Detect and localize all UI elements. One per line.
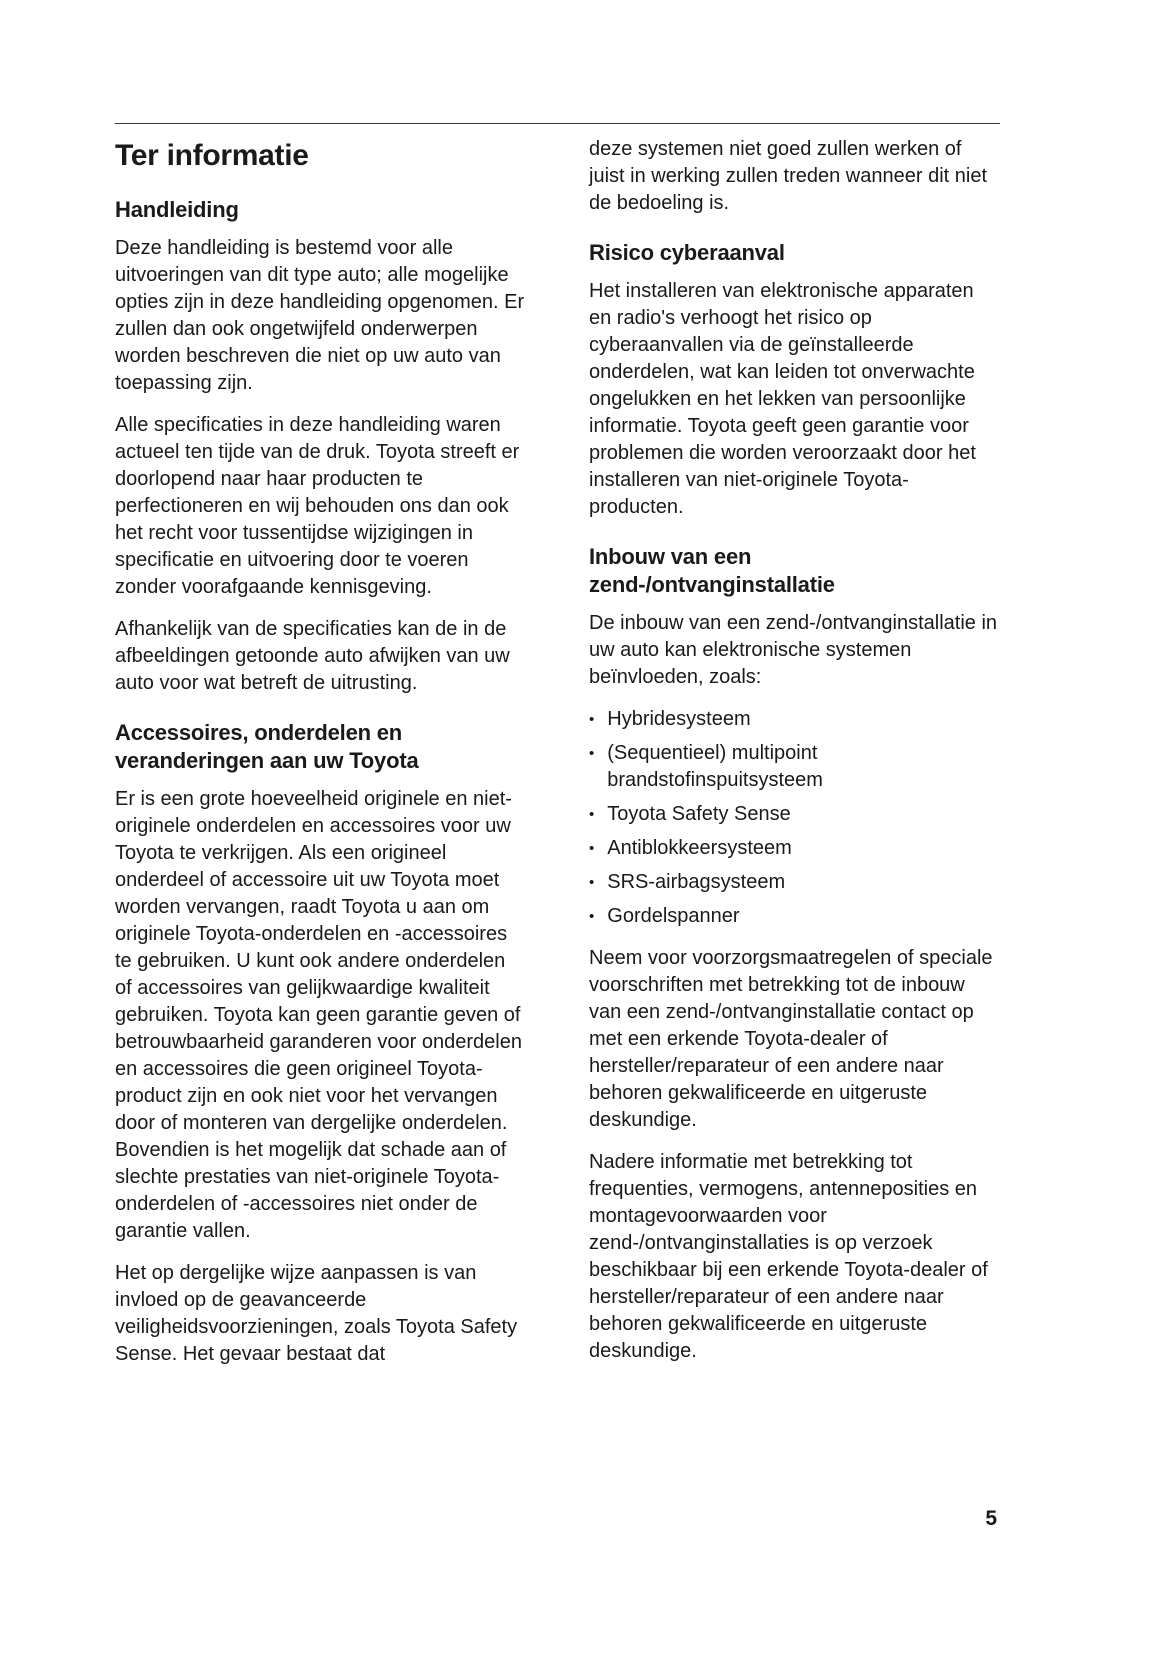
section-heading-handleiding: Handleiding bbox=[115, 197, 239, 222]
bullet-icon: • bbox=[589, 744, 595, 762]
bullet-icon: • bbox=[589, 907, 595, 925]
paragraph: De inbouw van een zend-/ontvanginstallatie in uw auto kan elektronische systemen beïnvloeden, zoals: bbox=[589, 611, 998, 688]
list-item-label: Gordelspanner bbox=[607, 904, 740, 927]
left-column bbox=[115, 124, 527, 1383]
paragraph: Alle specificaties in deze handleiding waren actueel ten tijde van de druk. Toyota streeft er doorlopend naar haar producten te perfectioneren en wij behouden ons dan ook het recht voor tussentijdse wijzigingen in specificatie en uitvoering door te voeren zonder voorafgaande kennisgeving. bbox=[115, 413, 520, 598]
list-item-label: SRS-airbagsysteem bbox=[607, 870, 786, 893]
paragraph: Er is een grote hoeveelheid originele en niet-originele onderdelen en accessoires voor uw Toyota te verkrijgen. Als een origineel onderdeel of accessoire uit uw Toyota moet worden vervangen, raadt Toyota u aan om originele Toyota-onderdelen en -accessoires te gebruiken. U kunt ook andere onderdelen of accessoires van gelijkwaardige kwaliteit gebruiken. Toyota kan geen garantie geven of betrouwbaarheid garanderen voor onderdelen en accessoires die geen origineel Toyota-product zijn en ook niet voor het vervangen door of monteren van dergelijke onderdelen. Bovendien is het mogelijk dat schade aan of slechte prestaties van niet-originele Toyota-onderdelen of -accessoires niet onder de garantie vallen. bbox=[115, 787, 522, 1242]
section-heading-inbouw-zend-ontvanginstallatie: Inbouw van een zend-/ontvanginstallatie bbox=[589, 543, 835, 597]
list-item bbox=[589, 903, 1000, 930]
section-heading-risico-cyberaanval: Risico cyberaanval bbox=[589, 240, 785, 265]
paragraph: Neem voor voorzorgsmaatregelen of speciale voorschriften met betrekking tot de inbouw van een zend-/ontvanginstallatie contact op met een erkende Toyota-dealer of hersteller/reparateur of een andere naar behoren gekwalificeerde en uitgeruste deskundige. bbox=[589, 946, 993, 1131]
page-title: Ter informatie bbox=[115, 139, 309, 172]
list-item bbox=[589, 869, 1000, 896]
bullet-icon: • bbox=[589, 710, 595, 728]
bullet-icon: • bbox=[589, 873, 595, 891]
bullet-icon: • bbox=[589, 805, 595, 823]
section-heading-accessoires: Accessoires, onderdelen en veranderingen aan uw Toyota bbox=[115, 719, 419, 773]
list-item-label: Toyota Safety Sense bbox=[607, 802, 791, 825]
list-item bbox=[589, 740, 1000, 794]
paragraph: Afhankelijk van de specificaties kan de in de afbeeldingen getoonde auto afwijken van uw auto voor wat betreft de uitrusting. bbox=[115, 617, 510, 694]
page-number: 5 bbox=[985, 1507, 997, 1530]
content-columns bbox=[115, 124, 1000, 1383]
right-column bbox=[589, 124, 1000, 1383]
paragraph: Deze handleiding is bestemd voor alle uitvoeringen van dit type auto; alle mogelijke opties zijn in deze handleiding opgenomen. Er zullen dan ook ongetwijfeld onderwerpen worden beschreven die niet op uw auto van toepassing zijn. bbox=[115, 236, 525, 394]
system-bullet-list bbox=[589, 706, 1000, 930]
list-item-label: (Sequentieel) multipoint brandstofinspuitsysteem bbox=[607, 741, 823, 791]
bullet-icon: • bbox=[589, 839, 595, 857]
list-item-label: Hybridesysteem bbox=[607, 707, 751, 730]
list-item bbox=[589, 835, 1000, 862]
paragraph: Het op dergelijke wijze aanpassen is van invloed op de geavanceerde veiligheidsvoorzieningen, zoals Toyota Safety Sense. Het gevaar bestaat dat bbox=[115, 1261, 518, 1365]
paragraph: deze systemen niet goed zullen werken of juist in werking zullen treden wanneer dit niet de bedoeling is. bbox=[589, 138, 987, 214]
paragraph: Nadere informatie met betrekking tot frequenties, vermogens, antenneposities en montagevoorwaarden voor zend-/ontvanginstallaties is op verzoek beschikbaar bij een erkende Toyota-dealer of hersteller/reparateur of een andere naar behoren gekwalificeerde en uitgeruste deskundige. bbox=[589, 1150, 988, 1362]
list-item bbox=[589, 801, 1000, 828]
list-item-label: Antiblokkeersysteem bbox=[607, 836, 792, 859]
list-item bbox=[589, 706, 1000, 733]
paragraph: Het installeren van elektronische apparaten en radio's verhoogt het risico op cyberaanvallen via de geïnstalleerde onderdelen, wat kan leiden tot onverwachte ongelukken en het lekken van persoonlijke informatie. Toyota geeft geen garantie voor problemen die worden veroorzaakt door het installeren van niet-originele Toyota-producten. bbox=[589, 279, 976, 518]
